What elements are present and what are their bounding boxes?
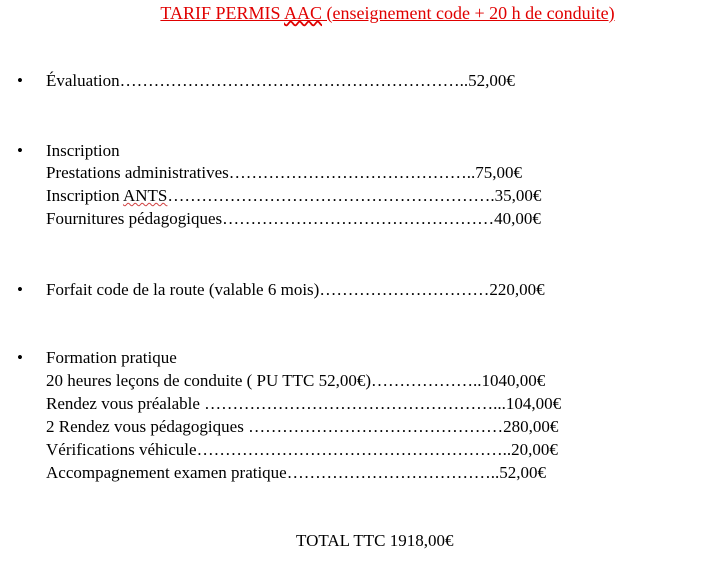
price-line-prestations: Prestations administratives……………………………………..75,00€ [46, 163, 522, 182]
price-line-evaluation: Évaluation……………………………………………………..52,00€ [46, 71, 515, 90]
price-line-lecons: 20 heures leçons de conduite ( PU TTC 52,00€)………………..1040,00€ [46, 371, 546, 390]
page-title: TARIF PERMIS AAC (enseignement code + 20 h de conduite) [160, 3, 615, 23]
price-line-verifications: Vérifications véhicule………………………………………………..20,00€ [46, 440, 558, 459]
price-line-ants: Inscription ANTS………………………………………………….35,00€ [46, 186, 542, 205]
bullet-icon: • [17, 71, 23, 90]
bullet-icon: • [17, 280, 23, 299]
price-line-rdv-prealable: Rendez vous préalable ……………………………………………...104,00€ [46, 394, 562, 413]
price-line-fournitures: Fournitures pédagogiques…………………………………………40,00€ [46, 209, 541, 228]
total-amount: TOTAL TTC 1918,00€ [296, 531, 454, 550]
price-line-accompagnement: Accompagnement examen pratique………………………………..52,00€ [46, 463, 546, 482]
bullet-icon: • [17, 348, 23, 367]
price-line-rdv-pedagogiques: 2 Rendez vous pédagogiques ………………………………………280,00€ [46, 417, 559, 436]
spellcheck-word: ANTS [122, 186, 168, 205]
section-heading-formation: Formation pratique [46, 348, 177, 367]
section-heading-inscription: Inscription [46, 141, 120, 160]
price-line-forfait-code: Forfait code de la route (valable 6 mois)…………………………220,00€ [46, 280, 545, 299]
bullet-icon: • [17, 141, 23, 160]
